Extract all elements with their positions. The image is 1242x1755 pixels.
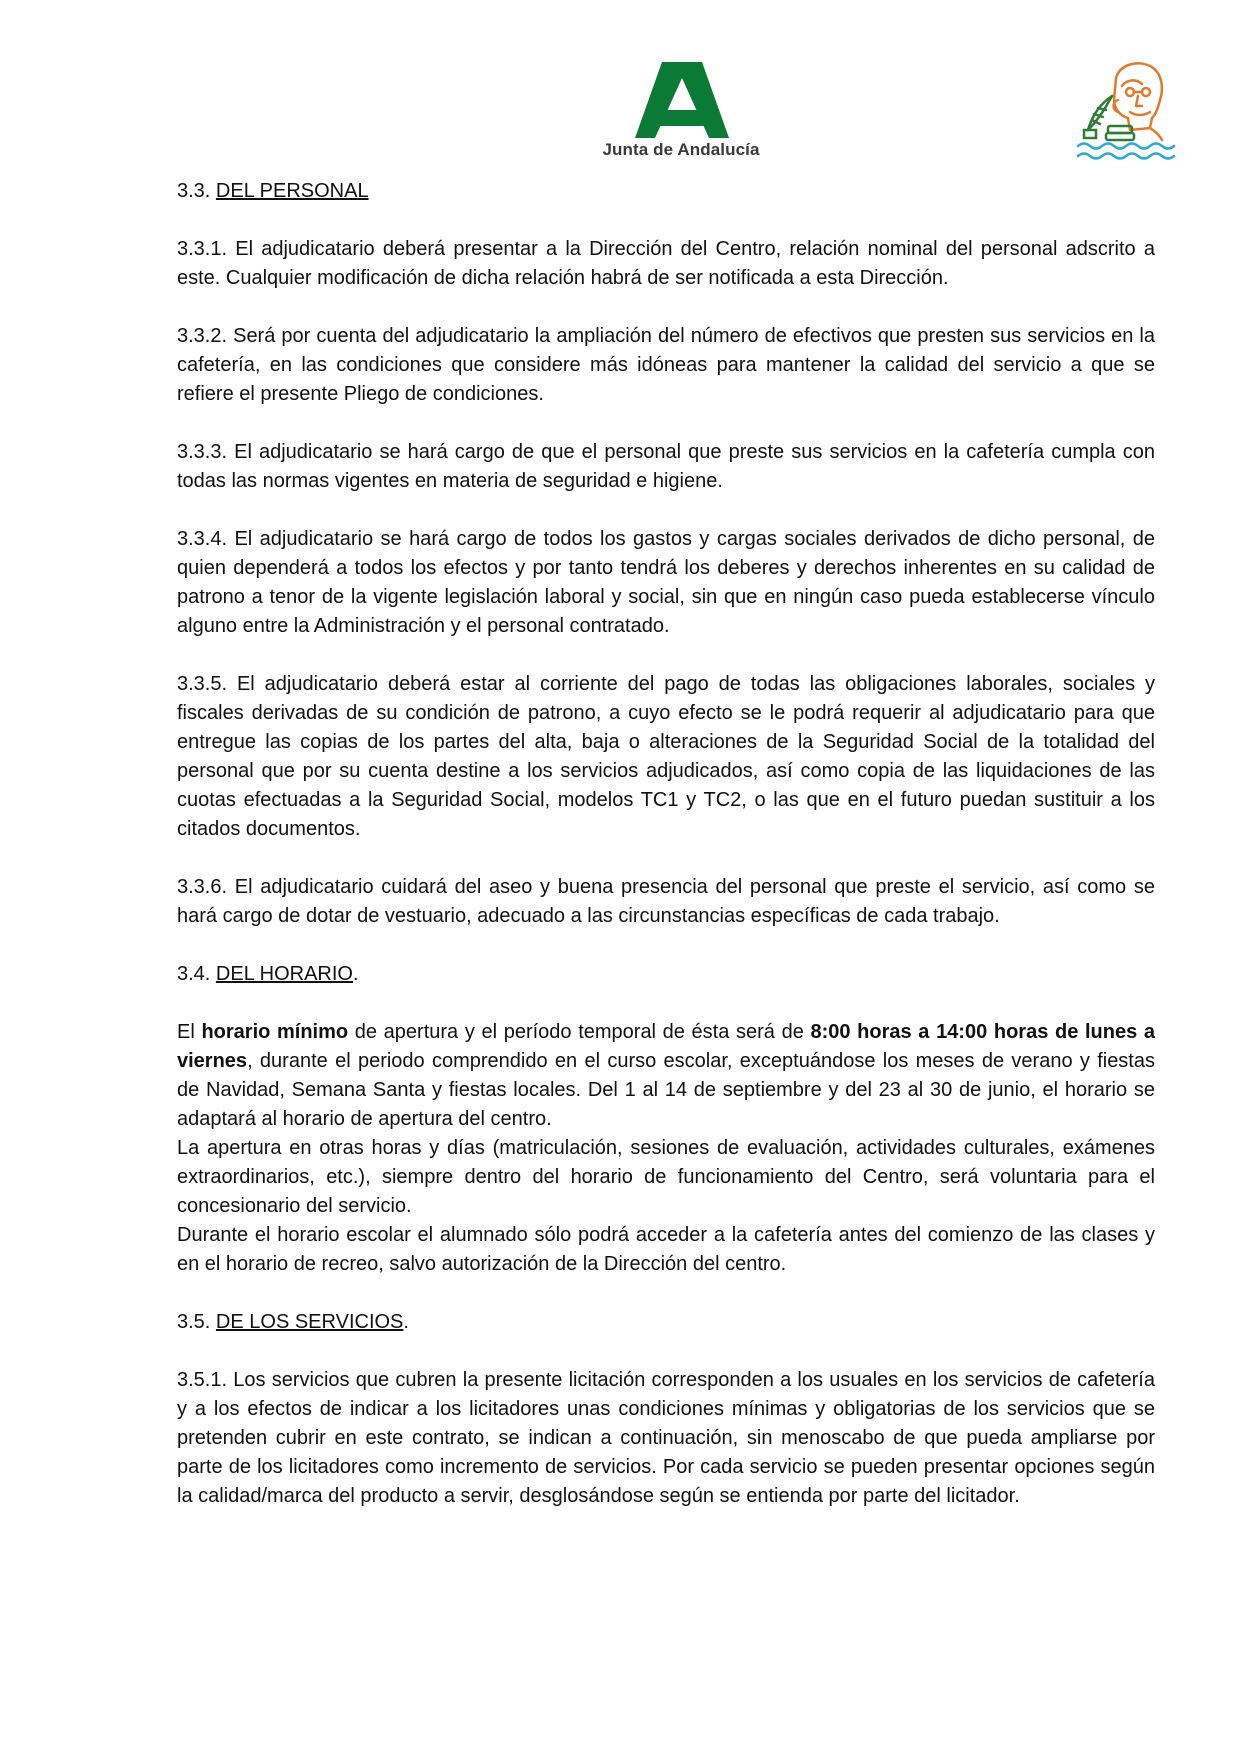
logo-text: Junta de Andalucía <box>602 140 760 159</box>
section-number: 3.3. <box>177 180 211 202</box>
paragraph-horario <box>177 1018 1155 1134</box>
section-title-period: . <box>403 1311 409 1333</box>
paragraph: 3.3.2. Será por cuenta del adjudicatario la ampliación del número de efectivos que presten sus servicios en la cafetería, en las condiciones que considere más idóneas para mantener la calidad del servicio a que se refiere el presente Pliego de condiciones. <box>177 325 1155 405</box>
paragraph: 3.3.3. El adjudicatario se hará cargo de que el personal que preste sus servicios en la cafetería cumpla con todas las normas vigentes en materia de seguridad e higiene. <box>177 441 1155 492</box>
paragraph: 3.3.4. El adjudicatario se hará cargo de todos los gastos y cargas sociales derivados de dicho personal, de quien dependerá a todos los efectos y por tanto tendrá los deberes y derechos inherentes en su calidad de patrono a tenor de la vigente legislación laboral y social, sin que en ningún caso pueda establecerse vínculo alguno entre la Administración y el personal contratado. <box>177 528 1155 637</box>
section-title-period: . <box>352 963 359 985</box>
section-title: DEL HORARIO <box>215 963 353 985</box>
paragraph: 3.5.1. Los servicios que cubren la presente licitación corresponden a los usuales en los servicios de cafetería y a los efectos de indicar a los licitadores unas condiciones mínimas y obligatorias de los servicios que se pretenden cubrir en este contrato, se indican a continuación, sin menoscabo de que pueda ampliarse por parte de los licitadores como incremento de servicios. Por cada servicio se pueden presentar opciones según la calidad/marca del producto a servir, desglosándose según se entienda por parte del licitador. <box>177 1369 1155 1507</box>
text-run: de apertura y el período temporal de ésta será de <box>348 1021 811 1043</box>
text-run: , durante el periodo comprendido en el curso escolar, exceptuándose los meses de verano y fiestas de Navidad, Semana Santa y fiestas locales. Del 1 al 14 de septiembre y del 23 al 30 de junio, el horario se adaptará al horario de apertura del centro. <box>177 1050 1155 1130</box>
section-title: DEL PERSONAL <box>215 180 369 202</box>
paragraph: La apertura en otras horas y días (matriculación, sesiones de evaluación, actividades culturales, exámenes extraordinarios, etc.), siempre dentro del horario de funcionamiento del Centro, será voluntaria para el concesionario del servicio. <box>177 1137 1155 1217</box>
section-heading-horario <box>177 960 1155 989</box>
text-run: El <box>177 1021 202 1043</box>
paragraph: 3.3.5. El adjudicatario deberá estar al corriente del pago de todas las obligaciones laborales, sociales y fiscales derivadas de su condición de patrono, a cuyo efecto se le podrá requerir al adjudicatario para que entregue las copias de los partes del alta, baja o alteraciones de la Seguridad Social de la totalidad del personal que por su cuenta destine a los servicios adjudicados, así como copia de las liquidaciones de las cuotas efectuadas a la Seguridad Social, modelos TC1 y TC2, o las que en el futuro puedan sustituir a los citados documentos. <box>177 673 1155 840</box>
paragraph: Durante el horario escolar el alumnado sólo podrá acceder a la cafetería antes del comienzo de las clases y en el horario de recreo, salvo autorización de la Dirección del centro. <box>177 1224 1155 1275</box>
school-crest-writer-icon <box>1072 56 1182 171</box>
section-number: 3.4. <box>177 963 211 985</box>
paragraph: 3.3.6. El adjudicatario cuidará del aseo y buena presencia del personal que preste el servicio, así como se hará cargo de dotar de vestuario, adecuado a las circunstancias específicas de cada trabajo. <box>177 876 1155 927</box>
section-heading-servicios <box>177 1308 1155 1337</box>
bold-run: 8:00 horas a 14:00 horas de lunes a viernes <box>177 1021 1155 1072</box>
document-body <box>177 177 1155 1540</box>
junta-andalucia-logo <box>588 60 774 164</box>
bold-run: horario mínimo <box>201 1021 349 1043</box>
section-number: 3.5. <box>177 1311 211 1333</box>
junta-andalucia-a-icon <box>632 60 730 140</box>
section-title: DE LOS SERVICIOS <box>215 1311 404 1333</box>
paragraph: 3.3.1. El adjudicatario deberá presentar a la Dirección del Centro, relación nominal del personal adscrito a este. Cualquier modificación de dicha relación habrá de ser notificada a esta Dirección. <box>177 238 1155 289</box>
section-heading-personal <box>177 177 1155 206</box>
